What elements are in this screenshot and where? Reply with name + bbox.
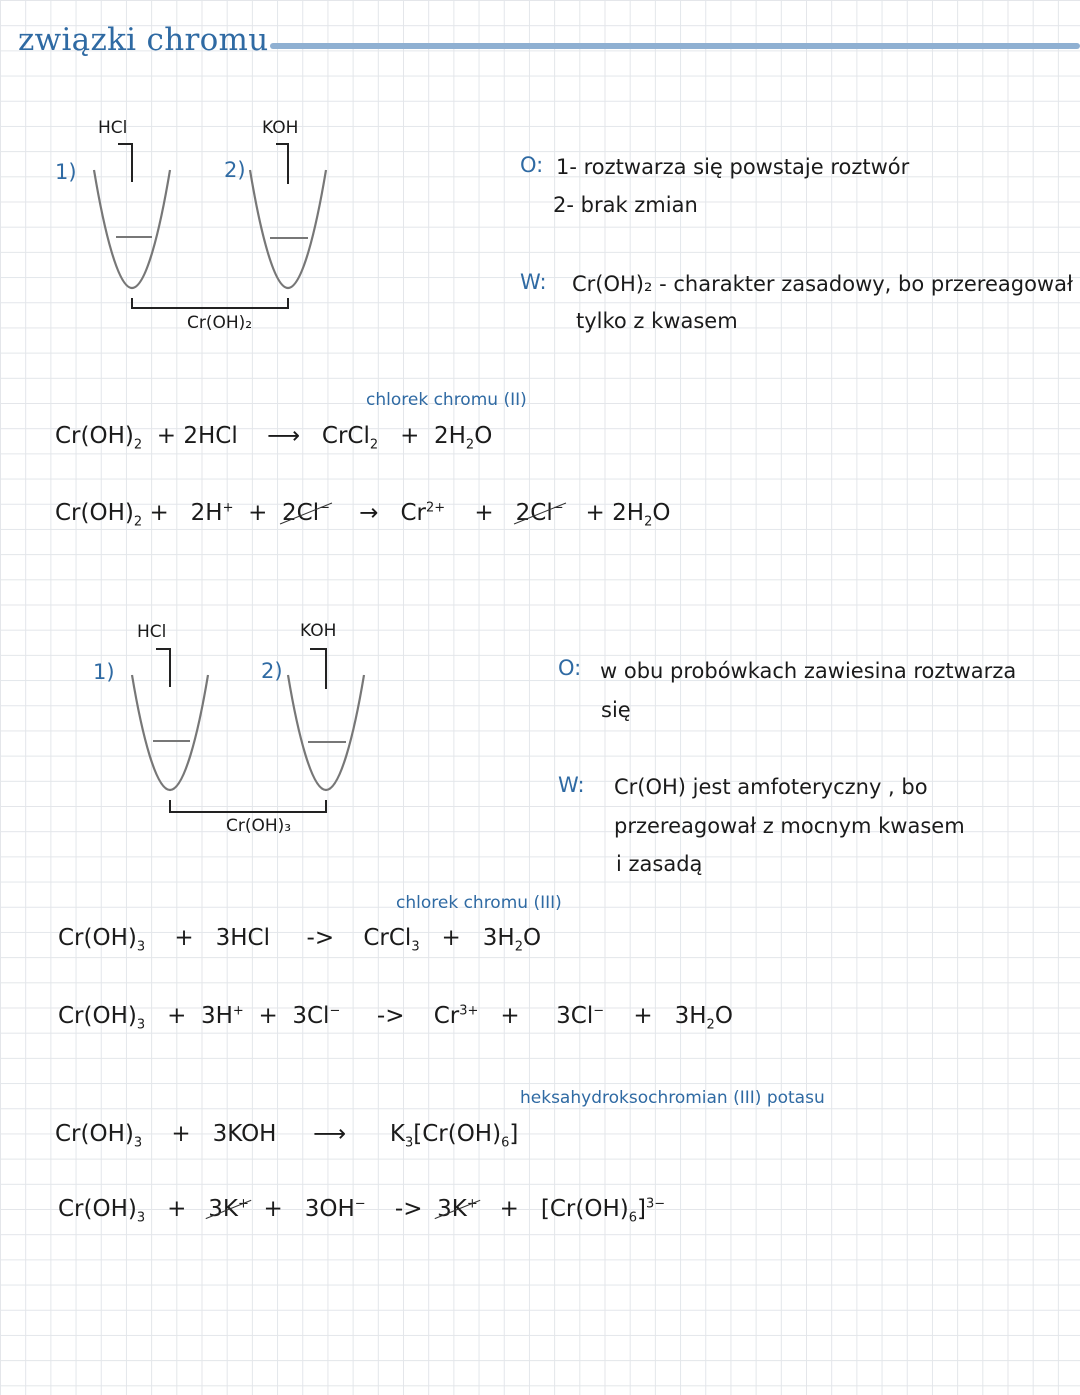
tube1-number-2: 1)	[93, 660, 115, 684]
tube2-reagent-label-2: KOH	[300, 621, 337, 641]
tube2-number-2: 2)	[261, 659, 283, 683]
ionic-equation-3: $Cr(OH)_3 + 3K^+ + 3OH^-$ -> $3K^+ + [Cr(OH)_6]^{3-}$	[58, 1196, 666, 1226]
conclusion-label-2: W:	[558, 773, 585, 797]
product-name-note-2: chlorek chromu (III)	[396, 893, 562, 913]
conclusion-line-1: Cr(OH)₂ - charakter zasadowy, bo przereagował	[572, 272, 1073, 296]
observation-label: O:	[520, 153, 544, 177]
ionic-equation-1: $Cr(OH)_2 + 2H^+ + 2Cl^-$ → $Cr^{2+}$ + $2Cl^- + 2H_2O$	[55, 500, 671, 530]
page-title: związki chromu	[18, 22, 269, 58]
tube1-reagent-label-2: HCl	[137, 622, 167, 642]
title-underline	[270, 43, 1080, 49]
conclusion-line-2-2: przereagował z mocnym kwasem	[614, 814, 965, 838]
ionic-equation-2: $Cr(OH)_3 + 3H^+ + 3Cl^-$ -> $Cr^{3+}$ + 3Cl− + $3H_2O$	[58, 1003, 733, 1033]
observation-line-2: 2- brak zmian	[553, 193, 698, 217]
conclusion-line-2: tylko z kwasem	[576, 309, 738, 333]
tube2-number: 2)	[224, 158, 246, 182]
test-tubes-diagram-2	[118, 645, 388, 845]
molecular-equation-1: $Cr(OH)_2 + 2HCl$ ⟶ CrCl$_2$ + $2H_2O$	[55, 423, 493, 453]
tube1-reagent-label: HCl	[98, 118, 128, 138]
test-tubes-diagram-1	[80, 140, 350, 340]
product-name-note: chlorek chromu (II)	[366, 390, 527, 410]
molecular-equation-2: $Cr(OH)_3$ + 3HCl -> CrCl$_3$ + $3H_2O$	[58, 925, 542, 955]
observation-line-2-2: się	[601, 698, 631, 722]
observation-line-2-1: w obu probówkach zawiesina roztwarza	[600, 659, 1017, 683]
molecular-equation-3: $Cr(OH)_3$ + 3KOH ⟶ $K_3[Cr(OH)_6]$	[55, 1121, 519, 1151]
observation-line-1: 1- roztwarza się powstaje roztwór	[556, 155, 910, 179]
tube2-reagent-label: KOH	[262, 118, 299, 138]
conclusion-line-2-3: i zasadą	[616, 852, 703, 876]
tube-compound-label-2: Cr(OH)₃	[226, 816, 292, 836]
complex-name-note: heksahydroksochromian (III) potasu	[520, 1088, 825, 1108]
tube-compound-label: Cr(OH)₂	[187, 313, 253, 333]
observation-label-2: O:	[558, 656, 582, 680]
conclusion-line-2-1: Cr(OH) jest amfoteryczny , bo	[614, 775, 928, 799]
conclusion-label: W:	[520, 270, 547, 294]
tube1-number: 1)	[55, 160, 77, 184]
